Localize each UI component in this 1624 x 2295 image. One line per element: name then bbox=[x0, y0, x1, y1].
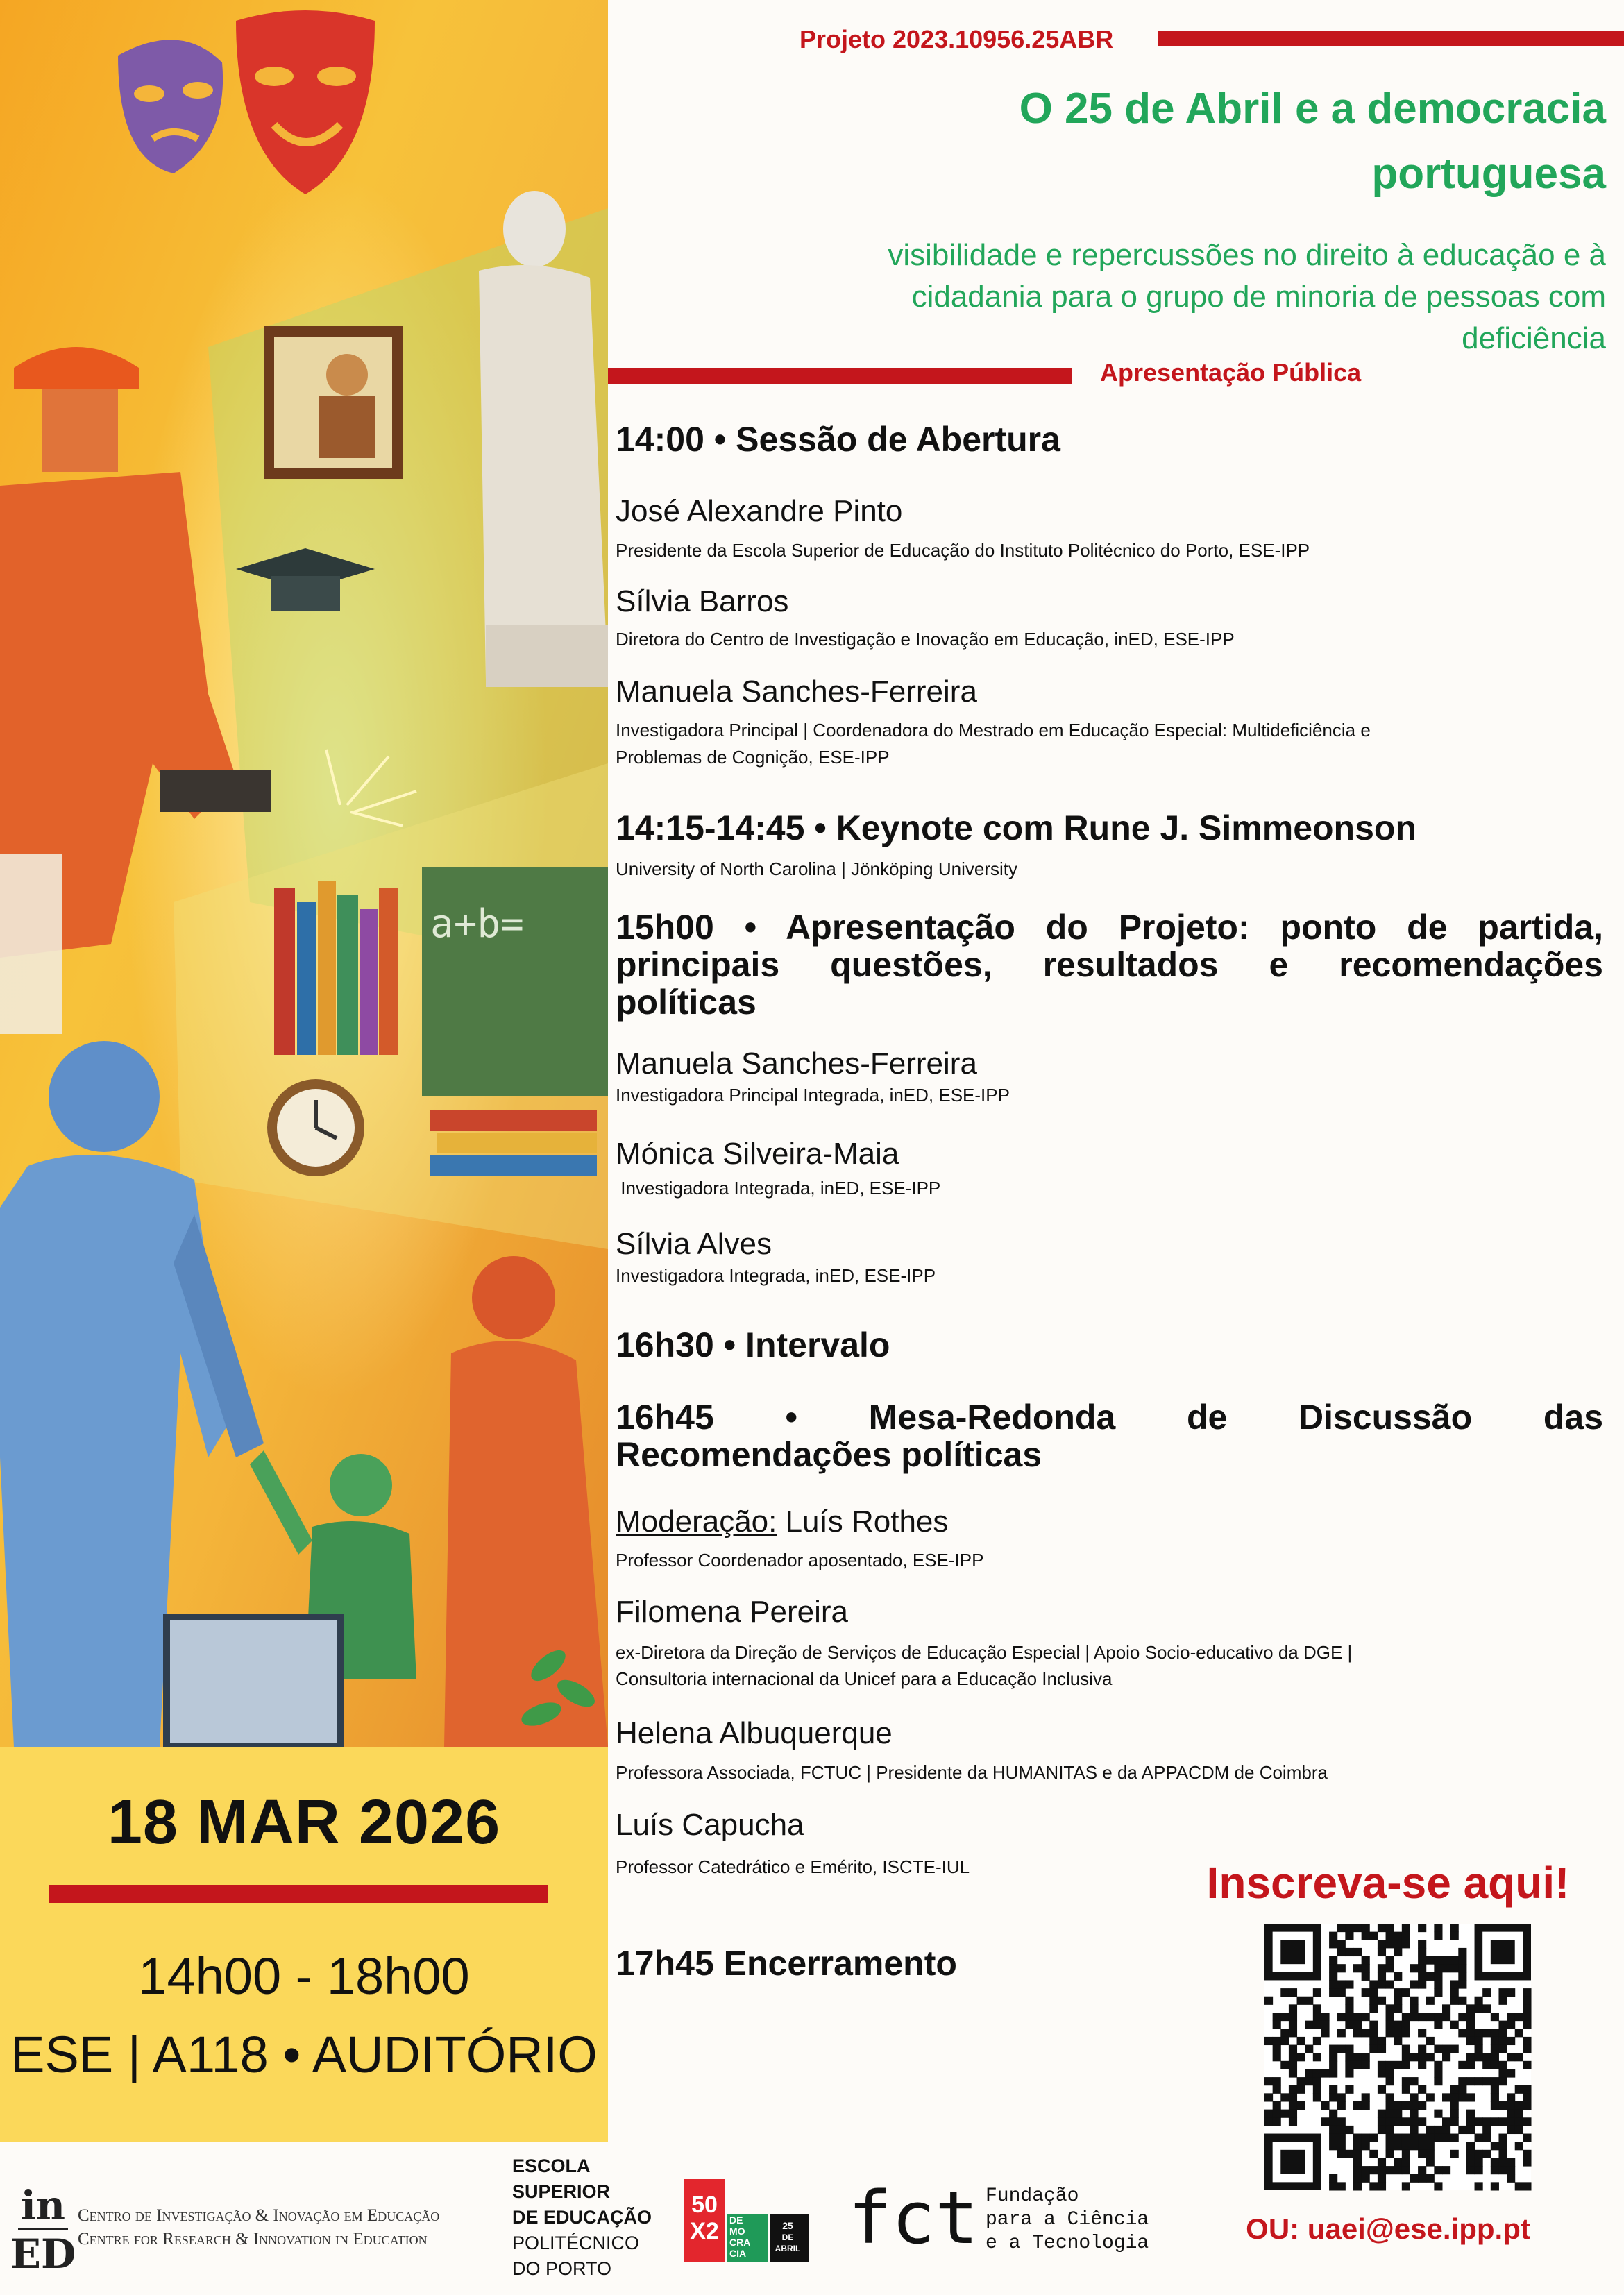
speaker-name: Mónica Silveira-Maia bbox=[616, 1137, 899, 1171]
speaker-role: Investigadora Principal Integrada, inED, ESE-IPP bbox=[616, 1085, 1010, 1106]
title-line: portuguesa bbox=[1371, 150, 1606, 198]
subtitle-line: cidadania para o grupo de minoria de pessoas com bbox=[911, 280, 1606, 314]
speaker-name: Sílvia Alves bbox=[616, 1227, 772, 1261]
event-location: ESE | A118 • AUDITÓRIO bbox=[10, 2026, 598, 2083]
speaker-name: Filomena Pereira bbox=[616, 1595, 849, 1629]
speaker-name: Sílvia Barros bbox=[616, 584, 789, 618]
speaker-name: Manuela Sanches-Ferreira bbox=[616, 1047, 977, 1081]
logo50-word: MO bbox=[729, 2226, 745, 2237]
fct-name bbox=[986, 2185, 1149, 2255]
ined-name bbox=[78, 2204, 439, 2251]
ese-logo bbox=[512, 2153, 652, 2282]
qr-code-icon[interactable] bbox=[1264, 1924, 1531, 2190]
section-divider bbox=[608, 368, 1072, 384]
signup-label: Inscreva-se aqui! bbox=[1206, 1858, 1570, 1908]
logo50-word: DE bbox=[729, 2214, 743, 2226]
ese-line: ESCOLA bbox=[512, 2156, 591, 2176]
presentation-label: Apresentação Pública bbox=[1100, 358, 1362, 387]
moderator-name: Luís Rothes bbox=[777, 1505, 949, 1539]
ined-mark-top: in bbox=[20, 2182, 66, 2229]
fct-line: para a Ciência bbox=[986, 2209, 1149, 2230]
ined-name-line: Centro de Investigação & Inovação em Educação bbox=[78, 2206, 440, 2225]
date-divider bbox=[49, 1885, 548, 1903]
email-link[interactable]: OU: uaei@ese.ipp.pt bbox=[1246, 2212, 1530, 2245]
logo50-num: 50 bbox=[691, 2192, 718, 2218]
heading-line: 15h00 • Apresentação do Projeto: ponto de partida, bbox=[616, 908, 1603, 947]
moderator-role: Professor Coordenador aposentado, ESE-IPP bbox=[616, 1550, 984, 1570]
svg-text:a+b=: a+b= bbox=[430, 901, 524, 947]
subtitle-line: visibilidade e repercussões no direito à educação e à bbox=[888, 238, 1606, 272]
speaker-role: Professor Catedrático e Emérito, ISCTE-IUL bbox=[616, 1856, 970, 1877]
page-subtitle bbox=[704, 235, 1606, 359]
fct-logo-icon bbox=[848, 2176, 979, 2260]
keynote-affiliation: University of North Carolina | Jönköping University bbox=[616, 858, 1017, 879]
speaker-role: Consultoria internacional da Unicef para a Educação Inclusiva bbox=[616, 1668, 1113, 1689]
ined-logo-icon bbox=[10, 2178, 76, 2278]
speaker-role: Investigadora Integrada, inED, ESE-IPP bbox=[616, 1178, 941, 1199]
fct-mark-text: fct bbox=[848, 2176, 979, 2260]
event-date: 18 MAR 2026 bbox=[107, 1788, 501, 1857]
speaker-role: Investigadora Integrada, inED, ESE-IPP bbox=[616, 1265, 936, 1286]
chalkboard bbox=[422, 867, 608, 1096]
laptop bbox=[167, 1617, 340, 1747]
heading-line: 16h45 • Mesa-Redonda de Discussão das bbox=[616, 1398, 1603, 1437]
project-code: Projeto 2023.10956.25ABR bbox=[800, 25, 1114, 53]
logo50-side: 25 bbox=[782, 2220, 793, 2231]
logo50-word: CRA bbox=[729, 2237, 751, 2248]
ined-name-line: Centre for Research & Innovation in Education bbox=[78, 2230, 428, 2249]
title-line: O 25 de Abril e a democracia bbox=[1019, 85, 1606, 133]
ese-line: SUPERIOR bbox=[512, 2181, 611, 2202]
closing-heading: 17h45 Encerramento bbox=[616, 1944, 957, 1983]
speaker-role: Problemas de Cognição, ESE-IPP bbox=[616, 747, 890, 768]
moderation-label: Moderação: bbox=[616, 1505, 777, 1539]
heading-line: principais questões, resultados e recomendações bbox=[616, 945, 1603, 984]
keynote-heading: 14:15-14:45 • Keynote com Rune J. Simmeonson bbox=[616, 808, 1416, 847]
ese-line: DO PORTO bbox=[512, 2258, 612, 2279]
illustration bbox=[0, 0, 608, 1747]
ese-line: POLITÉCNICO bbox=[512, 2233, 640, 2253]
ined-mark-bottom: ED bbox=[10, 2230, 76, 2278]
moderator bbox=[616, 1505, 1603, 1539]
speaker-name: José Alexandre Pinto bbox=[616, 494, 903, 528]
event-time: 14h00 - 18h00 bbox=[138, 1947, 470, 2005]
ese-line: DE EDUCAÇÃO bbox=[512, 2207, 652, 2228]
fct-line: Fundação bbox=[986, 2185, 1079, 2207]
speaker-role: Diretora do Centro de Investigação e Inovação em Educação, inED, ESE-IPP bbox=[616, 629, 1235, 650]
roundtable-heading bbox=[616, 1398, 1603, 1473]
subtitle-line: deficiência bbox=[1462, 321, 1606, 355]
speaker-role: Professora Associada, FCTUC | Presidente da HUMANITAS e da APPACDM de Coimbra bbox=[616, 1762, 1328, 1783]
opening-heading: 14:00 • Sessão de Abertura bbox=[616, 420, 1060, 459]
speaker-name: Luís Capucha bbox=[616, 1808, 804, 1842]
logo50-side: DE bbox=[781, 2233, 794, 2242]
speaker-role: Presidente da Escola Superior de Educação do Instituto Politécnico do Porto, ESE-IPP bbox=[616, 540, 1310, 561]
speaker-name: Manuela Sanches-Ferreira bbox=[616, 675, 977, 709]
logo50-side: ABRIL bbox=[775, 2244, 801, 2253]
speaker-name: Helena Albuquerque bbox=[616, 1716, 893, 1750]
logo50-word: CIA bbox=[729, 2248, 747, 2259]
speaker-role: Investigadora Principal | Coordenadora do Mestrado em Educação Especial: Multideficiência e bbox=[616, 720, 1371, 740]
logo50-num: X2 bbox=[690, 2218, 719, 2244]
break-heading: 16h30 • Intervalo bbox=[616, 1326, 890, 1364]
democracy-50-logo-icon bbox=[684, 2179, 809, 2262]
heading-line: políticas bbox=[616, 983, 756, 1022]
top-divider bbox=[1158, 31, 1624, 46]
page-title bbox=[704, 76, 1606, 207]
speaker-role: ex-Diretora da Direção de Serviços de Educação Especial | Apoio Socio-educativo da DGE | bbox=[616, 1642, 1353, 1663]
project-heading bbox=[616, 908, 1603, 1021]
heading-line: Recomendações políticas bbox=[616, 1435, 1042, 1474]
fct-line: e a Tecnologia bbox=[986, 2233, 1149, 2254]
clock bbox=[267, 1079, 364, 1176]
